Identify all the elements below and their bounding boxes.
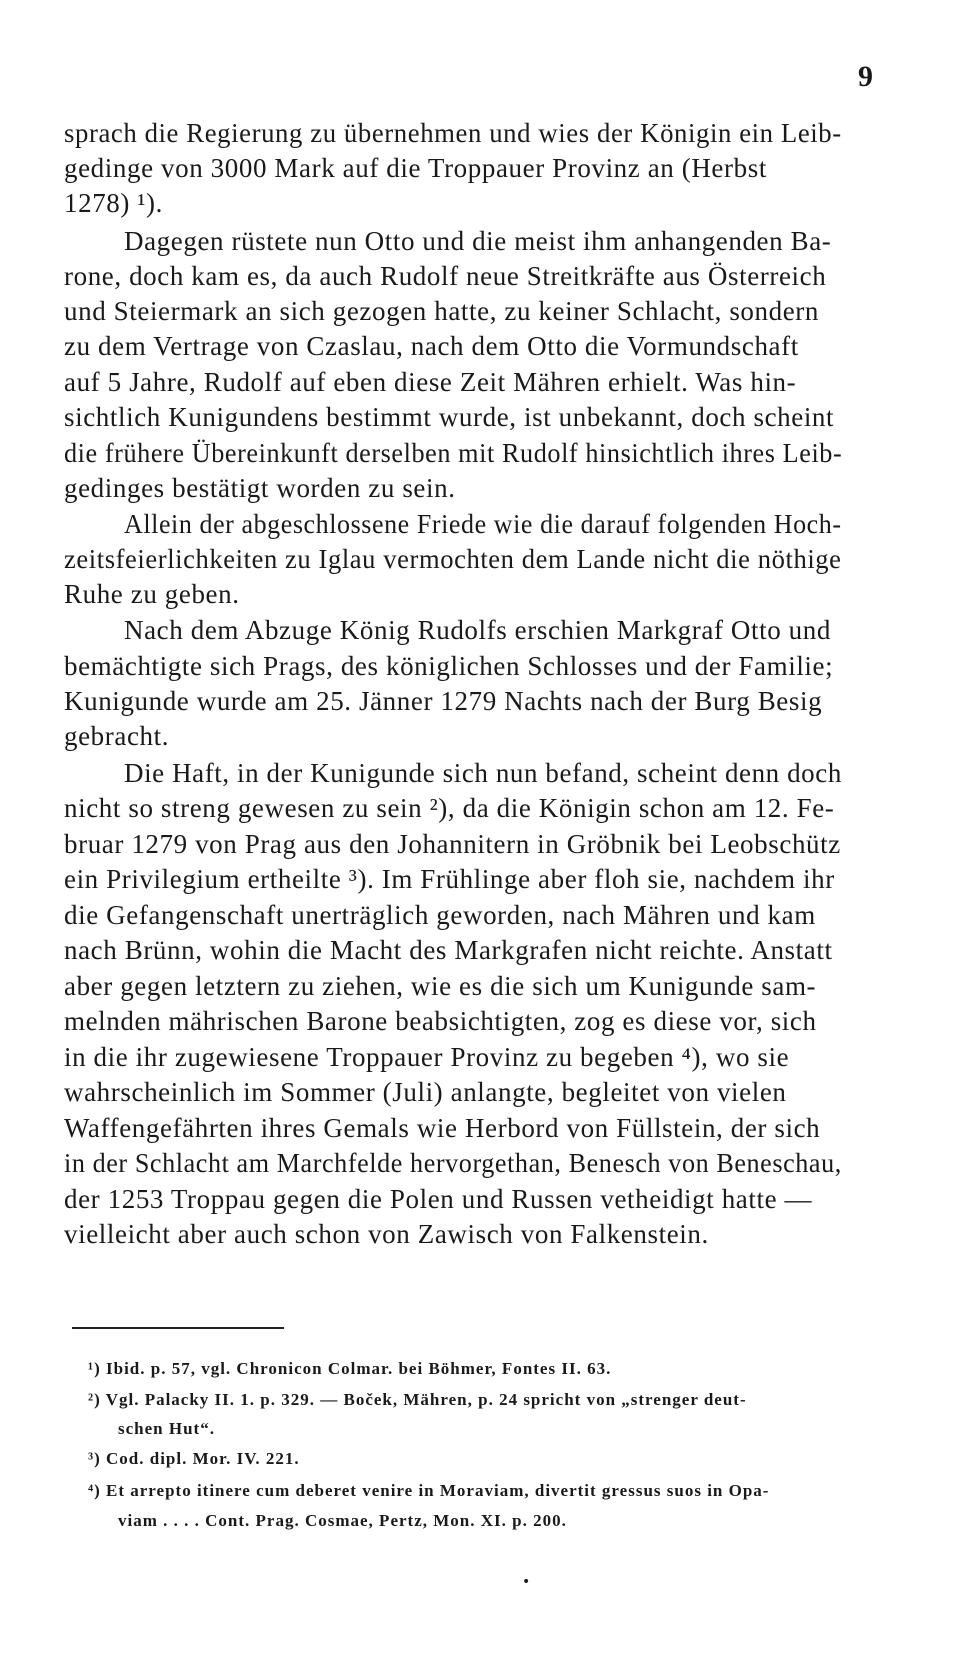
body-line: gedinge von 3000 Mark auf die Troppauer Provinz an (Herbst <box>64 153 767 183</box>
body-line: gedinges bestätigt worden zu sein. <box>64 473 456 503</box>
body-line: Die Haft, in der Kunigunde sich nun befand, scheint denn doch <box>124 758 842 788</box>
body-line: in der Schlacht am Marchfelde hervorgethan, Benesch von Beneschau, <box>64 1148 842 1178</box>
body-line: nach Brünn, wohin die Macht des Markgrafen nicht reichte. Anstatt <box>64 935 833 965</box>
body-line: der 1253 Troppau gegen die Polen und Russen vetheidigt hatte — <box>64 1184 813 1214</box>
footnote-line: ³) Cod. dipl. Mor. IV. 221. <box>88 1449 300 1468</box>
body-line: die Gefangenschaft unerträglich geworden, nach Mähren und kam <box>64 900 816 930</box>
body-line: Nach dem Abzuge König Rudolfs erschien Markgraf Otto und <box>124 615 831 645</box>
body-line: sichtlich Kunigundens bestimmt wurde, ist unbekannt, doch scheint <box>64 402 835 432</box>
body-line: Waffengefährten ihres Gemals wie Herbord von Füllstein, der sich <box>64 1113 821 1143</box>
body-line: Allein der abgeschlossene Friede wie die darauf folgenden Hoch- <box>124 509 842 539</box>
footnote-line: ¹) Ibid. p. 57, vgl. Chronicon Colmar. bei Böhmer, Fontes II. 63. <box>88 1359 612 1378</box>
footnote-divider <box>72 1327 284 1329</box>
body-line: bemächtigte sich Prags, des königlichen Schlosses und der Familie; <box>64 651 834 681</box>
bottom-mark: • <box>522 1574 531 1590</box>
body-line: sprach die Regierung zu übernehmen und wies der Königin ein Leib- <box>64 118 842 148</box>
body-line: bruar 1279 von Prag aus den Johannitern in Gröbnik bei Leobschütz <box>64 829 841 859</box>
body-line: 1278) ¹). <box>64 188 163 218</box>
body-line: wahrscheinlich im Sommer (Juli) anlangte, begleitet von vielen <box>64 1077 787 1107</box>
body-line: auf 5 Jahre, Rudolf auf eben diese Zeit Mähren erhielt. Was hin- <box>64 367 797 397</box>
body-line: aber gegen letztern zu ziehen, wie es die sich um Kunigunde sam- <box>64 971 817 1001</box>
body-line: Kunigunde wurde am 25. Jänner 1279 Nachts nach der Burg Besig <box>64 686 823 716</box>
body-line: in die ihr zugewiesene Troppauer Provinz zu begeben ⁴), wo sie <box>64 1042 790 1072</box>
body-line: gebracht. <box>64 721 170 751</box>
body-line: zeitsfeierlichkeiten zu Iglau vermochten dem Lande nicht die nöthige <box>64 544 842 574</box>
page-number: 9 <box>858 60 873 93</box>
body-line: nicht so streng gewesen zu sein ²), da die Königin schon am 12. Fe- <box>64 793 835 823</box>
footnote-line: ²) Vgl. Palacky II. 1. p. 329. — Boček, Mähren, p. 24 spricht von „strenger deut- <box>88 1390 747 1409</box>
body-line: rone, doch kam es, da auch Rudolf neue Streitkräfte aus Österreich <box>64 261 827 291</box>
body-line: vielleicht aber auch schon von Zawisch von Falkenstein. <box>64 1219 709 1249</box>
body-line: und Steiermark an sich gezogen hatte, zu keiner Schlacht, sondern <box>64 296 820 326</box>
body-line: Dagegen rüstete nun Otto und die meist ihm anhangenden Ba- <box>124 226 832 256</box>
footnote-line: ⁴) Et arrepto itinere cum deberet venire in Moraviam, divertit gressus suos in Opa- <box>88 1481 770 1500</box>
footnote-line: schen Hut“. <box>118 1419 215 1438</box>
footnote-line: viam . . . . Cont. Prag. Cosmae, Pertz, Mon. XI. p. 200. <box>118 1511 567 1530</box>
body-line: ein Privilegium ertheilte ³). Im Frühlinge aber floh sie, nachdem ihr <box>64 864 835 894</box>
body-line: Ruhe zu geben. <box>64 579 240 609</box>
body-line: die frühere Übereinkunft derselben mit Rudolf hinsichtlich ihres Leib- <box>64 438 843 468</box>
body-line: melnden mährischen Barone beabsichtigten, zog es diese vor, sich <box>64 1006 817 1036</box>
body-line: zu dem Vertrage von Czaslau, nach dem Otto die Vormundschaft <box>64 331 799 361</box>
